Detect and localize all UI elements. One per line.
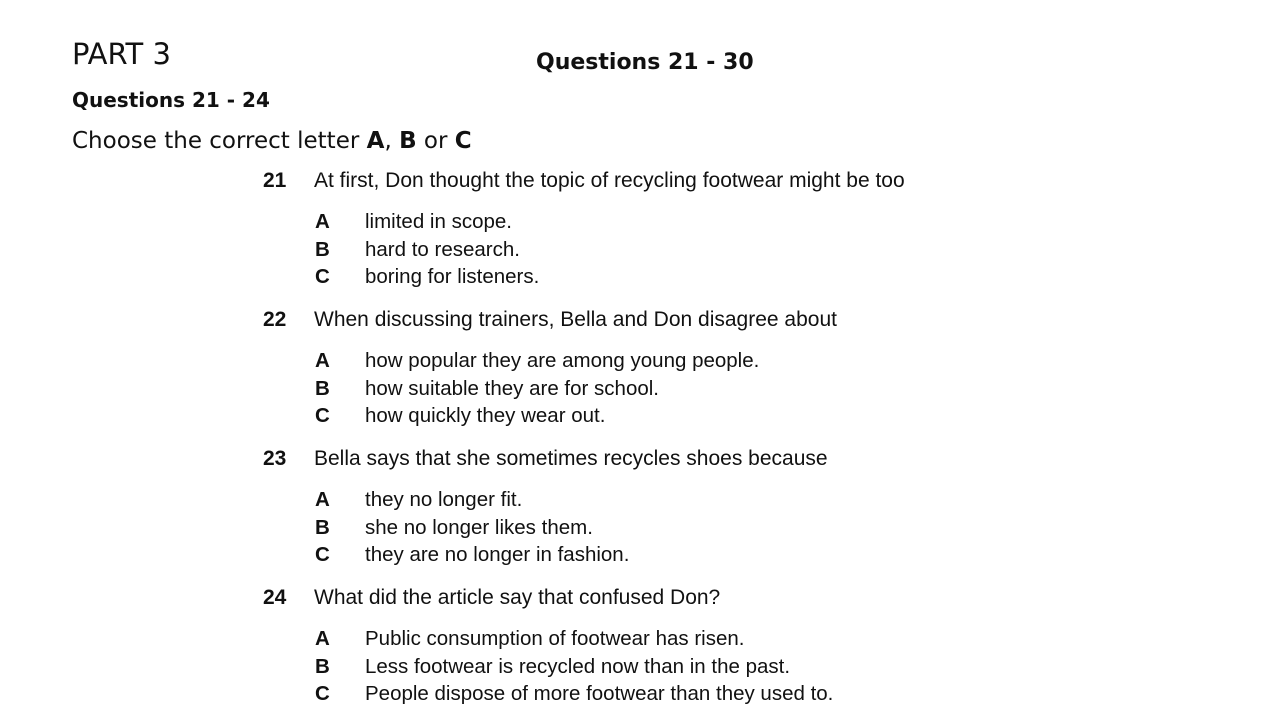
question-stem: Bella says that she sometimes recycles shoes because xyxy=(314,447,828,470)
question-stem: What did the article say that confused Don? xyxy=(314,586,721,609)
question-stem-line xyxy=(263,446,1003,472)
option-letter: C xyxy=(315,682,330,705)
option-text: People dispose of more footwear than they used to. xyxy=(365,682,834,705)
option-text: how quickly they wear out. xyxy=(365,404,606,427)
question-24 xyxy=(263,585,1003,705)
option-text: Less footwear is recycled now than in the past. xyxy=(365,654,791,678)
option-letter: A xyxy=(315,210,330,233)
option-text: hard to research. xyxy=(365,237,520,261)
option-letter: A xyxy=(315,349,330,372)
question-stem-line xyxy=(263,585,1003,611)
option-list xyxy=(263,486,1003,569)
instruction-letter-b: B xyxy=(399,128,417,154)
instruction-prefix: Choose the correct letter xyxy=(72,128,367,154)
option-text: they are no longer in fashion. xyxy=(365,543,630,566)
part-title: PART 3 xyxy=(72,37,171,71)
option-b[interactable] xyxy=(263,236,1003,264)
option-b[interactable] xyxy=(263,514,1003,542)
question-stem-line xyxy=(263,168,1003,194)
option-list xyxy=(263,625,1003,708)
option-text: how popular they are among young people. xyxy=(365,349,760,372)
question-number: 22 xyxy=(263,308,287,331)
option-text: boring for listeners. xyxy=(365,265,540,288)
option-letter: A xyxy=(315,488,330,511)
question-stem: When discussing trainers, Bella and Don disagree about xyxy=(314,308,837,331)
option-text: how suitable they are for school. xyxy=(365,376,659,400)
option-a[interactable] xyxy=(263,347,1003,375)
option-c[interactable] xyxy=(263,402,1003,430)
question-stem-line xyxy=(263,307,1003,333)
question-21 xyxy=(263,168,1003,288)
option-letter: B xyxy=(315,654,330,678)
question-number: 24 xyxy=(263,586,287,609)
question-stem: At first, Don thought the topic of recycling footwear might be too xyxy=(314,169,905,192)
option-a[interactable] xyxy=(263,486,1003,514)
option-a[interactable] xyxy=(263,625,1003,653)
questions-range-heading: Questions 21 - 30 xyxy=(536,50,754,75)
option-c[interactable] xyxy=(263,680,1003,708)
instruction-text xyxy=(72,128,472,156)
instruction-separator: or xyxy=(416,128,455,154)
option-text: limited in scope. xyxy=(365,210,512,233)
instruction-letter-a: A xyxy=(366,128,385,154)
question-number: 21 xyxy=(263,169,287,192)
questions-subrange-heading: Questions 21 - 24 xyxy=(72,88,270,112)
option-c[interactable] xyxy=(263,541,1003,569)
question-number: 23 xyxy=(263,447,287,470)
option-letter: B xyxy=(315,515,330,539)
option-letter: C xyxy=(315,265,330,288)
option-a[interactable] xyxy=(263,208,1003,236)
option-letter: C xyxy=(315,543,330,566)
option-letter: A xyxy=(315,627,330,650)
option-list xyxy=(263,208,1003,291)
option-b[interactable] xyxy=(263,375,1003,403)
option-letter: B xyxy=(315,376,330,400)
question-23 xyxy=(263,446,1003,566)
option-letter: C xyxy=(315,404,330,427)
question-22 xyxy=(263,307,1003,427)
option-b[interactable] xyxy=(263,653,1003,681)
option-letter: B xyxy=(315,237,330,261)
option-text: they no longer fit. xyxy=(365,488,523,511)
option-list xyxy=(263,347,1003,430)
option-c[interactable] xyxy=(263,263,1003,291)
option-text: Public consumption of footwear has risen. xyxy=(365,627,745,650)
instruction-separator: , xyxy=(384,128,400,154)
instruction-letter-c: C xyxy=(454,128,472,154)
option-text: she no longer likes them. xyxy=(365,515,593,539)
